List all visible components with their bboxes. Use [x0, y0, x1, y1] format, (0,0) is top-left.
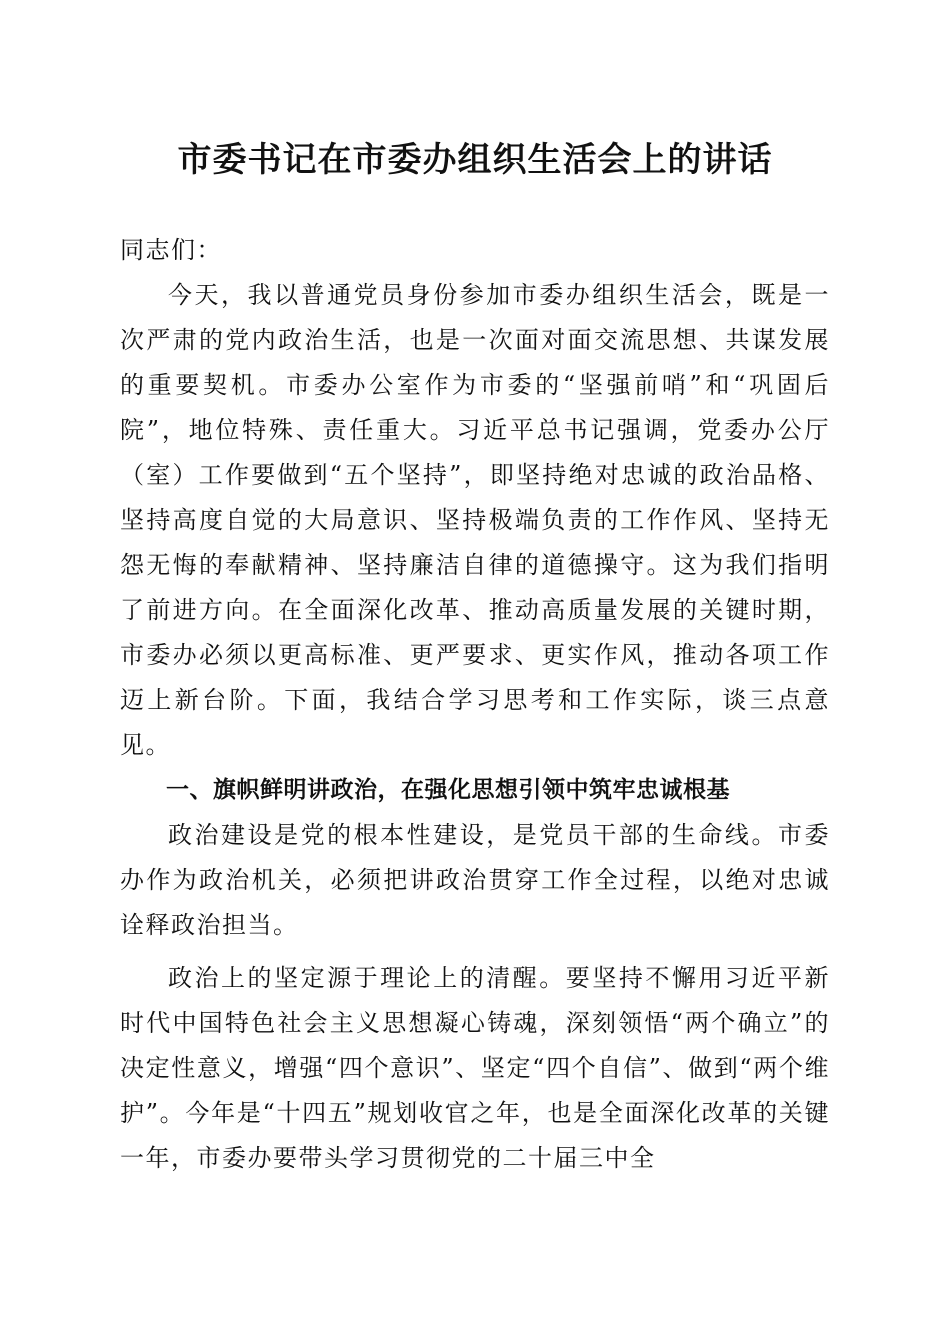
salutation: 同志们： [120, 236, 222, 264]
paragraph-gap [120, 948, 830, 956]
intro-paragraph: 今天，我以普通党员身份参加市委办组织生活会，既是一次严肃的党内政治生活，也是一次面对面交流思想、共谋发展的重要契机。市委办公室作为市委的“坚强前哨”和“巩固后院”，地位特殊、责任重大。习近平总书记强调，党委办公厅（室）工作要做到“五个坚持”，即坚持绝对忠诚的政治品格、坚持高度自觉的大局意识、坚持极端负责的工作作风、坚持无怨无悔的奉献精神、坚持廉洁自律的道德操守。这为我们指明了前进方向。在全面深化改革、推动高质量发展的关键时期，市委办必须以更高标准、更严要求、更实作风，推动各项工作迈上新台阶。下面，我结合学习思考和工作实际，谈三点意见。 [120, 281, 830, 759]
document-title: 市委书记在市委办组织生活会上的讲话 [177, 140, 773, 180]
section-heading-1: 一、旗帜鲜明讲政治，在强化思想引领中筑牢忠诚根基 [166, 777, 730, 803]
document-body [120, 228, 830, 1181]
section-1-paragraph-2: 政治上的坚定源于理论上的清醒。要坚持不懈用习近平新时代中国特色社会主义思想凝心铸魂，深刻领悟“两个确立”的决定性意义，增强“四个意识”、坚定“四个自信”、做到“两个维护”。今年是“十四五”规划收官之年，也是全面深化改革的关键一年，市委办要带头学习贯彻党的二十届三中全 [120, 964, 830, 1172]
section-1-paragraph-1: 政治建设是党的根本性建设，是党员干部的生命线。市委办作为政治机关，必须把讲政治贯穿工作全过程，以绝对忠诚诠释政治担当。 [120, 821, 830, 939]
